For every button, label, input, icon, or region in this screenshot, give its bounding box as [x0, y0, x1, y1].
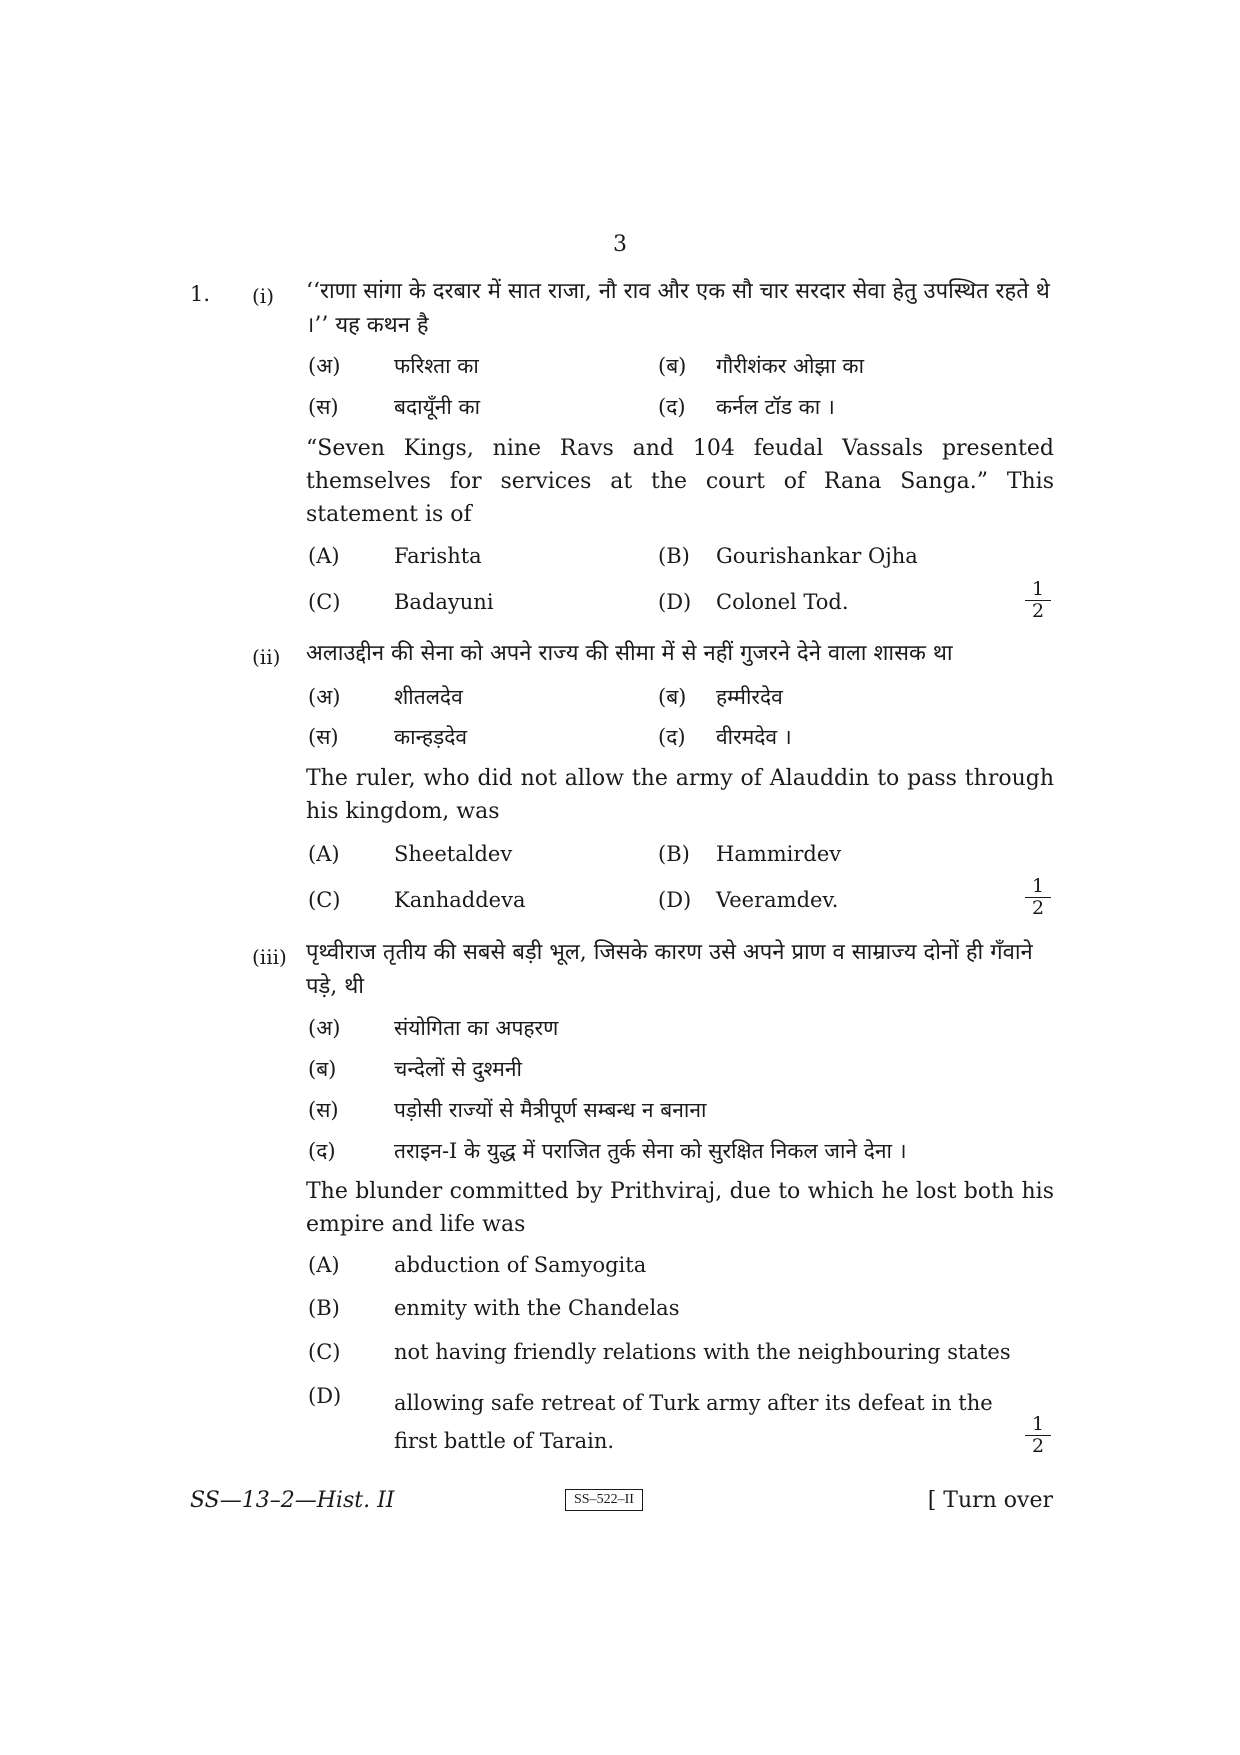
hindi-option-text: फरिश्ता का: [394, 354, 479, 378]
english-option-text: Gourishankar Ojha: [716, 544, 918, 568]
english-option-text: Badayuni: [394, 590, 494, 614]
marks-fraction: [1025, 1415, 1051, 1456]
hindi-option-letter: (स): [308, 1098, 339, 1122]
english-option-letter: (C): [308, 1340, 341, 1364]
english-option-text: allowing safe retreat of Turk army after its defeat in the first battle of Tarain.: [394, 1391, 993, 1453]
hindi-option-text: पड़ोसी राज्यों से मैत्रीपूर्ण सम्बन्ध न बनाना: [394, 1098, 707, 1122]
english-option-letter: (D): [658, 888, 692, 912]
marks-denominator: 2: [1031, 600, 1045, 622]
english-option-letter: (A): [308, 1253, 340, 1277]
subquestion-label-iii: (iii): [252, 945, 287, 969]
hindi-option-text: चन्देलों से दुश्मनी: [394, 1057, 522, 1081]
english-option-text: not having friendly relations with the neighbouring states: [394, 1340, 1011, 1364]
english-option-text: Kanhaddeva: [394, 888, 526, 912]
english-option-letter: (A): [308, 544, 340, 568]
english-option-letter: (C): [308, 888, 341, 912]
hindi-option-text: संयोगिता का अपहरण: [394, 1016, 559, 1040]
hindi-option-letter: (स): [308, 395, 339, 419]
hindi-option-text: हम्मीरदेव: [716, 685, 783, 709]
hindi-stem-i: ‘‘राणा सांगा के दरबार में सात राजा, नौ राव और एक सौ चार सरदार सेवा हेतु उपस्थित रहते थे ।’’ यह कथन है: [306, 279, 1050, 338]
paper-code: SS—13–2—Hist. II: [190, 1488, 395, 1513]
english-option-letter: (C): [308, 590, 341, 614]
hindi-option-letter: (द): [658, 725, 686, 749]
marks-numerator: 1: [1025, 877, 1051, 898]
english-option-letter: (B): [308, 1296, 340, 1320]
marks-denominator: 2: [1031, 897, 1045, 919]
english-stem-ii: The ruler, who did not allow the army of Alauddin to pass through his kingdom, was: [306, 766, 1054, 824]
english-option-letter: (B): [658, 842, 690, 866]
hindi-option-text: गौरीशंकर ओझा का: [716, 354, 865, 378]
hindi-option-letter: (ब): [308, 1057, 337, 1081]
hindi-option-text: वीरमदेव ।: [716, 725, 792, 749]
hindi-option-letter: (अ): [308, 1016, 341, 1040]
english-option-text: Farishta: [394, 544, 482, 568]
english-option-text: enmity with the Chandelas: [394, 1296, 680, 1320]
hindi-option-letter: (द): [308, 1139, 336, 1163]
hindi-option-text: कर्नल टॉड का ।: [716, 395, 835, 419]
subquestion-label-i: (i): [252, 284, 275, 308]
hindi-option-letter: (अ): [308, 685, 341, 709]
english-option-text: Colonel Tod.: [716, 590, 849, 614]
hindi-option-text: तराइन-I के युद्ध में पराजित तुर्क सेना को सुरक्षित निकल जाने देना ।: [394, 1139, 907, 1163]
subquestion-label-ii: (ii): [252, 645, 281, 669]
english-option-text: Veeramdev.: [716, 888, 839, 912]
english-stem-i: “Seven Kings, nine Ravs and 104 feudal Vassals presented themselves for services at the court of Rana Sanga.” This statement is of: [306, 436, 1054, 527]
hindi-stem-ii: अलाउद्दीन की सेना को अपने राज्य की सीमा में से नहीं गुजरने देने वाला शासक था: [306, 641, 953, 666]
english-option-text: Hammirdev: [716, 842, 842, 866]
marks-fraction: [1025, 580, 1051, 621]
question-number: 1.: [190, 282, 211, 306]
marks-numerator: 1: [1025, 1415, 1051, 1436]
english-option-letter: (B): [658, 544, 690, 568]
hindi-option-text: बदायूँनी का: [394, 395, 481, 419]
hindi-option-letter: (द): [658, 395, 686, 419]
page-number: 3: [613, 232, 627, 257]
hindi-option-letter: (ब): [658, 685, 687, 709]
hindi-option-letter: (ब): [658, 354, 687, 378]
marks-denominator: 2: [1031, 1435, 1045, 1457]
marks-numerator: 1: [1025, 580, 1051, 601]
boxed-paper-code: SS–522–II: [565, 1489, 643, 1511]
hindi-stem-iii: पृथ्वीराज तृतीय की सबसे बड़ी भूल, जिसके कारण उसे अपने प्राण व साम्राज्य दोनों ही गँवाने पड़े, थी: [306, 940, 1033, 999]
english-option-text: Sheetaldev: [394, 842, 513, 866]
hindi-option-letter: (स): [308, 725, 339, 749]
english-option-letter: (D): [308, 1384, 342, 1408]
marks-fraction: [1025, 877, 1051, 918]
hindi-option-text: कान्हड़देव: [394, 725, 468, 749]
english-option-letter: (A): [308, 842, 340, 866]
english-stem-iii: The blunder committed by Prithviraj, due to which he lost both his empire and life was: [306, 1179, 1054, 1237]
english-option-letter: (D): [658, 590, 692, 614]
turn-over-note: [ Turn over: [927, 1488, 1053, 1513]
hindi-option-text: शीतलदेव: [394, 685, 463, 709]
hindi-option-letter: (अ): [308, 354, 341, 378]
english-option-text: abduction of Samyogita: [394, 1253, 647, 1277]
